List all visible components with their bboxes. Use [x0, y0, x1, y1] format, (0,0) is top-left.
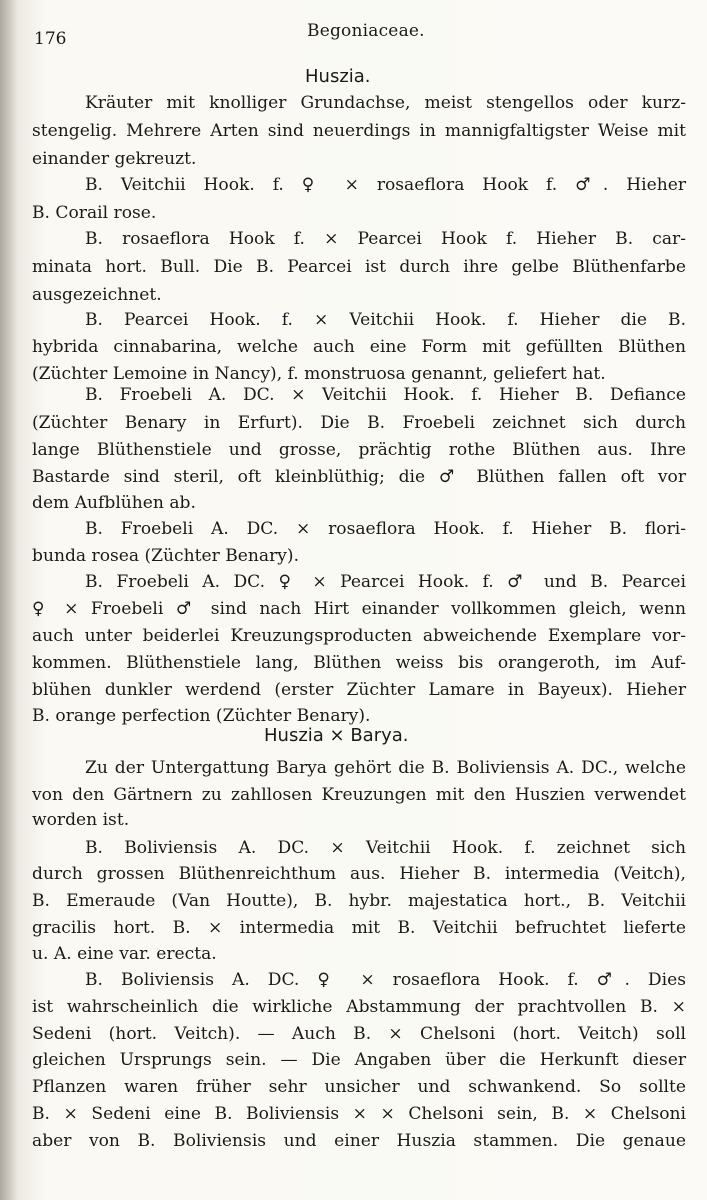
text-line: gracilis hort. B. ⨯ intermedia mit B. Veitchii befruchtet lieferte [32, 918, 686, 938]
text-line: ist wahrscheinlich die wirkliche Abstammung der prachtvollen B. ⨯ [32, 997, 686, 1017]
page-header [34, 21, 665, 51]
text-line: ♀ ⨯ Froebeli ♂ sind nach Hirt einander vollkommen gleich, wenn [32, 599, 686, 619]
text-line: aber von B. Boliviensis und einer Huszia stammen. Die genaue [32, 1131, 686, 1151]
section-title: Huszia. [305, 66, 371, 87]
text-line: minata hort. Bull. Die B. Pearcei ist durch ihre gelbe Blüthenfarbe [32, 257, 686, 277]
text-line: B. Boliviensis A. DC. ⨯ Veitchii Hook. f. zeichnet sich [85, 838, 686, 858]
page-gutter-shadow [0, 0, 18, 1200]
text-line: Kräuter mit knolliger Grundachse, meist stengellos oder kurz- [85, 93, 686, 113]
text-line: B. orange perfection (Züchter Benary). [32, 706, 371, 726]
text-line: Pflanzen waren früher sehr unsicher und schwankend. So sollte [32, 1077, 686, 1097]
text-line: B. Froebeli A. DC. ⨯ Veitchii Hook. f. Hieher B. Defiance [85, 385, 686, 405]
text-line: B. ⨯ Sedeni eine B. Boliviensis ⨯ ⨯ Chelsoni sein, B. ⨯ Chelsoni [32, 1104, 686, 1124]
text-line: durch grossen Blüthenreichthum aus. Hieher B. intermedia (Veitch), [32, 864, 686, 884]
text-line: B. Emeraude (Van Houtte), B. hybr. majestatica hort., B. Veitchii [32, 891, 686, 911]
text-line: Zu der Untergattung Barya gehört die B. Boliviensis A. DC., welche [85, 758, 686, 778]
text-line: gleichen Ursprungs sein. — Die Angaben über die Herkunft dieser [32, 1050, 686, 1070]
text-line: B. rosaeflora Hook f. ⨯ Pearcei Hook f. Hieher B. car- [85, 229, 686, 249]
text-line: B. Boliviensis A. DC. ♀ ⨯ rosaeflora Hook. f. ♂. Dies [85, 970, 686, 990]
subsection-title: Huszia ⨯ Barya. [264, 725, 409, 746]
text-line: hybrida cinnabarina, welche auch eine Form mit gefüllten Blüthen [32, 337, 686, 357]
text-line: auch unter beiderlei Kreuzungsproducten abweichende Exemplare vor- [32, 626, 686, 646]
text-line: (Züchter Benary in Erfurt). Die B. Froebeli zeichnet sich durch [32, 413, 686, 433]
text-line: von den Gärtnern zu zahllosen Kreuzungen mit den Huszien verwendet [32, 785, 686, 805]
text-line: blühen dunkler werdend (erster Züchter Lamare in Bayeux). Hieher [32, 680, 686, 700]
text-line: Sedeni (hort. Veitch). — Auch B. ⨯ Chelsoni (hort. Veitch) soll [32, 1024, 686, 1044]
text-line: B. Froebeli A. DC. ♀ ⨯ Pearcei Hook. f. ♂ und B. Pearcei [85, 572, 686, 592]
text-line: (Züchter Lemoine in Nancy), f. monstruosa genannt, geliefert hat. [32, 364, 606, 384]
text-line: stengelig. Mehrere Arten sind neuerdings in mannigfaltigster Weise mit [32, 121, 686, 141]
text-line: bunda rosea (Züchter Benary). [32, 546, 300, 566]
text-line: B. Veitchii Hook. f. ♀ ⨯ rosaeflora Hook f. ♂. Hieher [85, 175, 686, 195]
text-line: lange Blüthenstiele und grosse, prächtig rothe Blüthen aus. Ihre [32, 440, 686, 460]
text-line: ausgezeichnet. [32, 285, 162, 305]
text-line: einander gekreuzt. [32, 149, 197, 169]
text-line: kommen. Blüthenstiele lang, Blüthen weiss bis orangeroth, im Auf- [32, 653, 686, 673]
text-line: worden ist. [32, 810, 130, 830]
text-line: dem Aufblühen ab. [32, 493, 196, 513]
text-line: B. Froebeli A. DC. ⨯ rosaeflora Hook. f. Hieher B. flori- [85, 519, 686, 539]
page-number: 176 [34, 29, 67, 49]
text-line: B. Pearcei Hook. f. ⨯ Veitchii Hook. f. Hieher die B. [85, 310, 686, 330]
text-line: u. A. eine var. erecta. [32, 944, 217, 964]
text-line: Bastarde sind steril, oft kleinblüthig; die ♂ Blüthen fallen oft vor [32, 467, 686, 487]
text-line: B. Corail rose. [32, 203, 157, 223]
running-head: Begoniaceae. [307, 21, 425, 41]
